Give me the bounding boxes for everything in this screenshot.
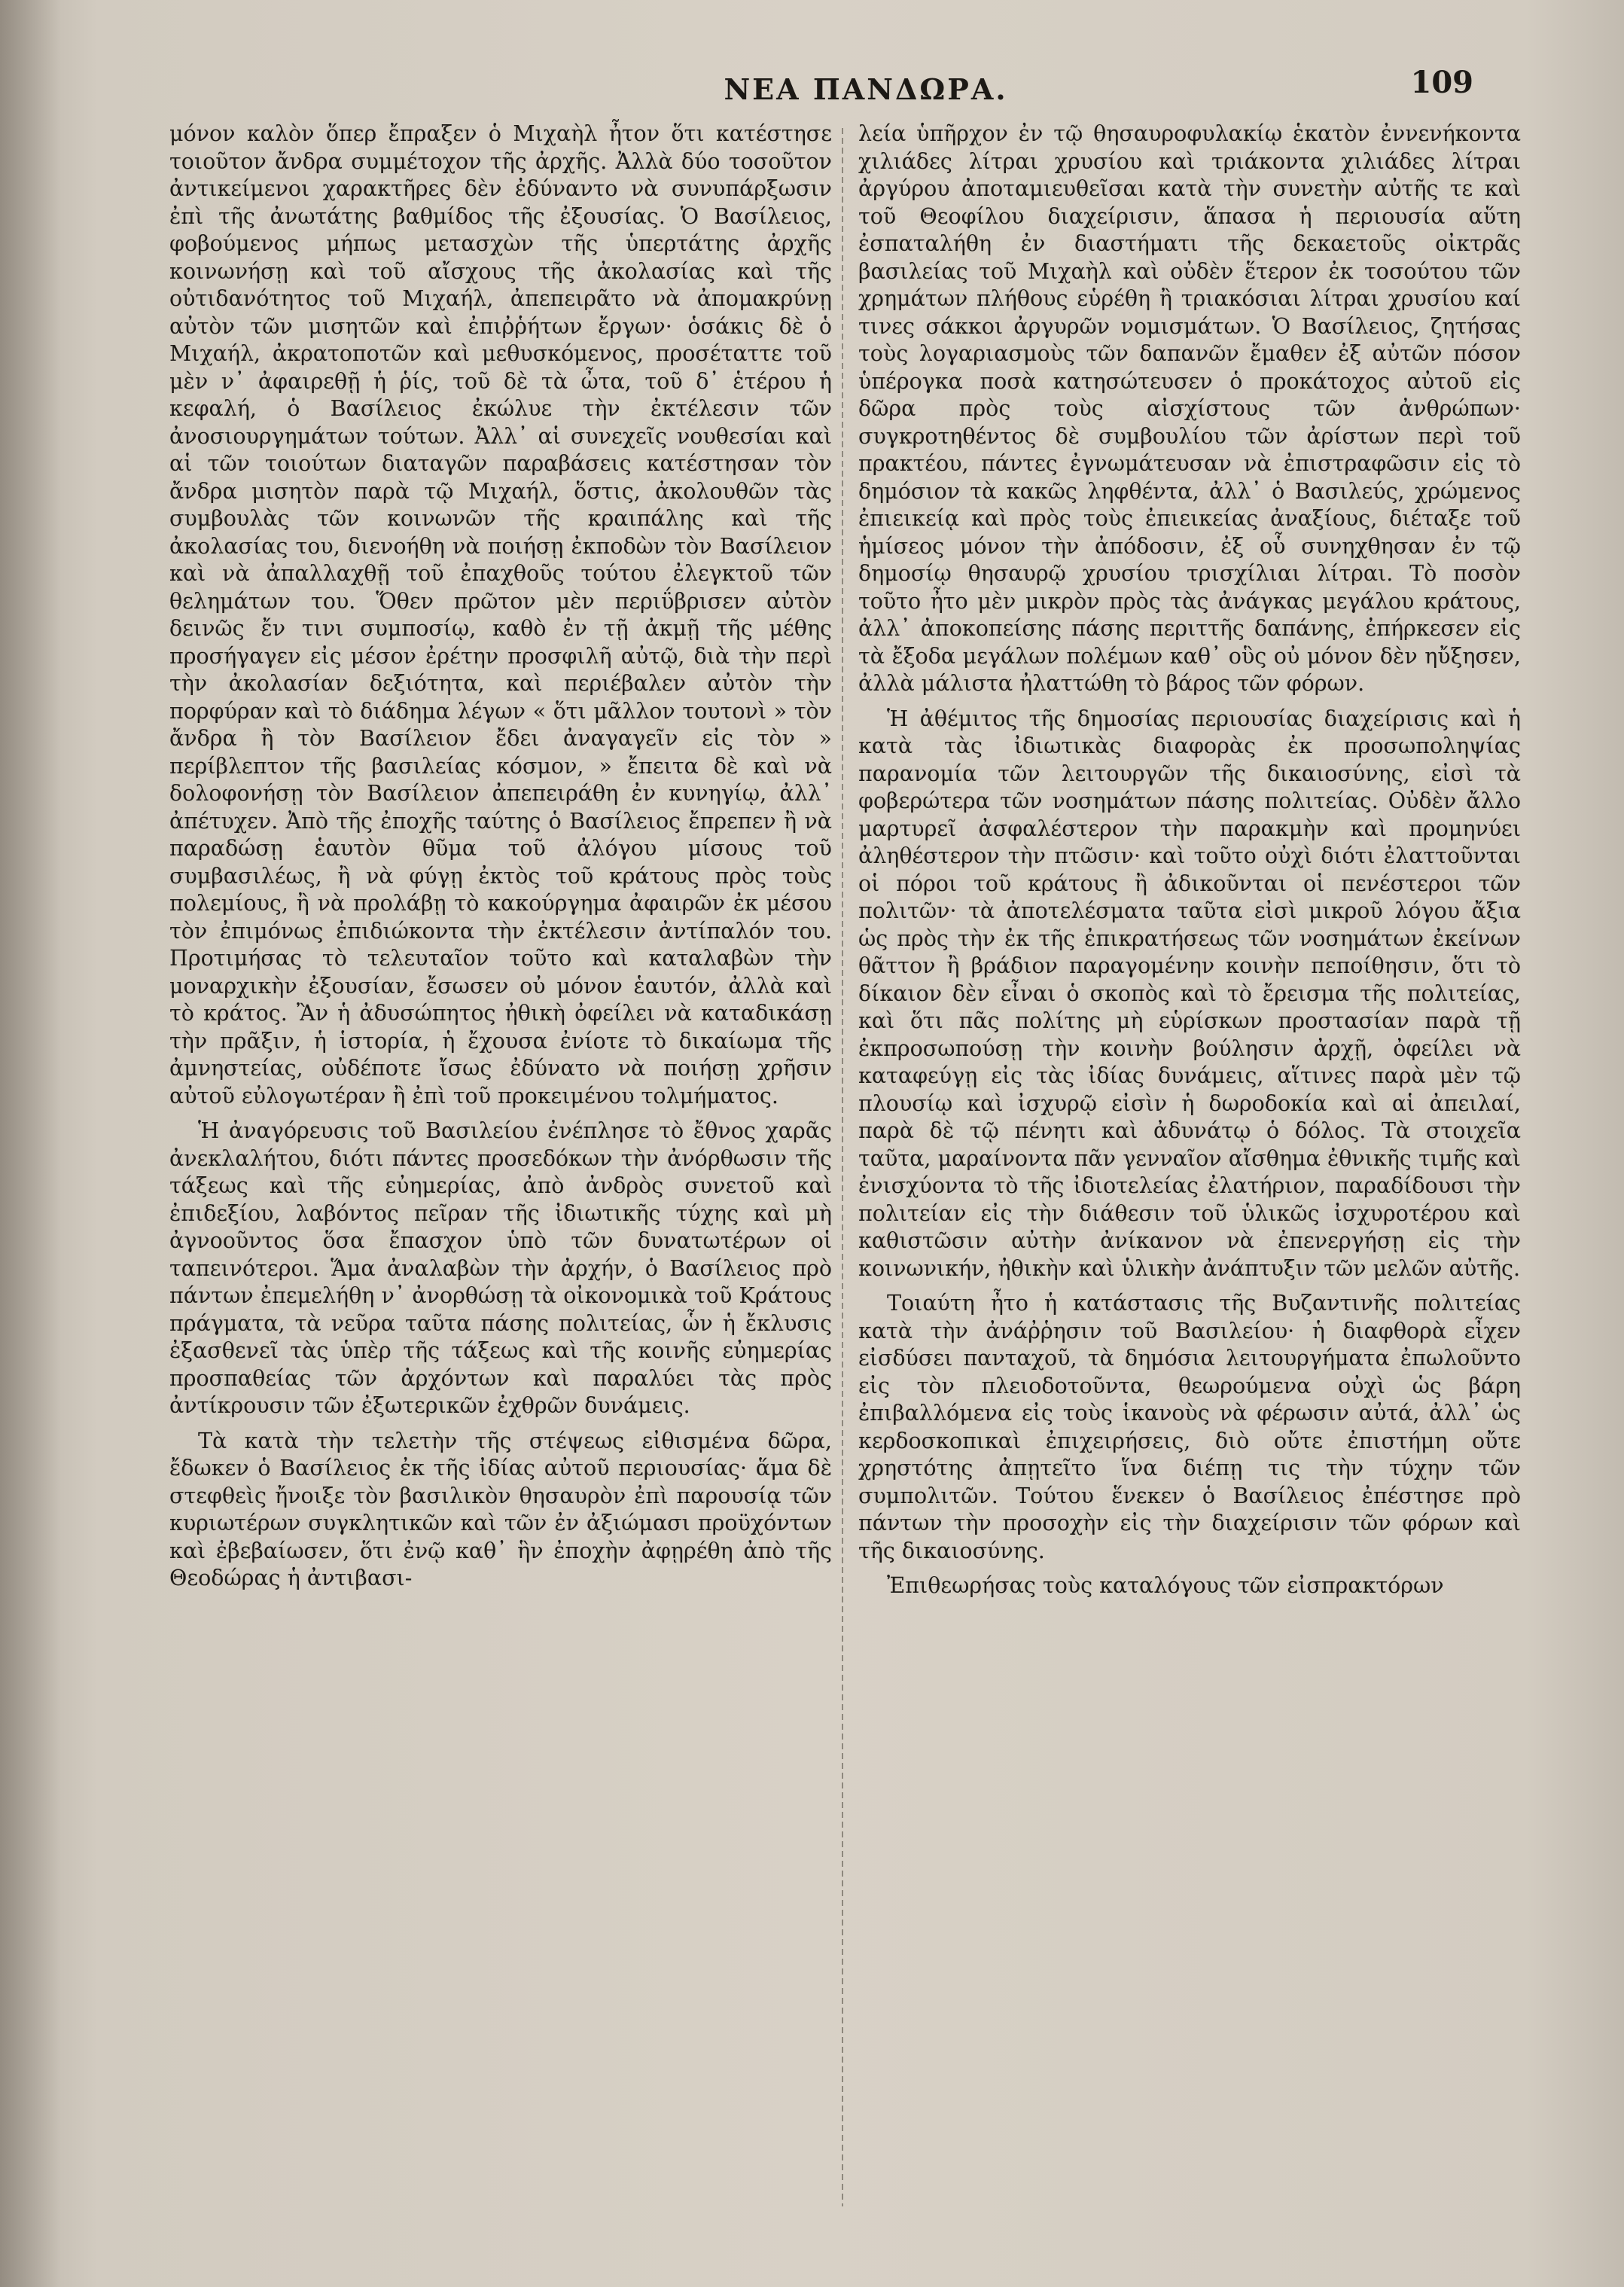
- left-paragraph-2: Ἡ ἀναγόρευσις τοῦ Βασιλείου ἐνέπλησε τὸ ἔθνος χαρᾶς ἀνεκλαλήτου, διότι πάντες προσεδόκων τὴν ἀνόρθωσιν τῆς τάξεως καὶ τῆς εὐημερίας, ἀπὸ ἀνδρὸς συνετοῦ καὶ ἐπιδεξίου, λαβόντος πεῖραν τῆς ἰδιωτικῆς τύχης καὶ μὴ ἀγνοοῦντος ὅσα ἔπασχον ὑπὸ τῶν δυνατωτέρων οἱ ταπεινότεροι. Ἅμα ἀναλαβὼν τὴν ἀρχήν, ὁ Βασίλειος πρὸ πάντων ἐπεμελήθη ν᾽ ἀνορθώσῃ τὰ οἰκονομικὰ τοῦ Κράτους πράγματα, τὰ νεῦρα ταῦτα πάσης πολιτείας, ὧν ἡ ἔκλυσις ἐξασθενεῖ τὰς ὑπὲρ τῆς τάξεως καὶ τῆς κοινῆς εὐημερίας προσπαθείας τῶν ἀρχόντων καὶ παραλύει τὰς πρὸς ἀντίκρουσιν τῶν ἐξωτερικῶν ἐχθρῶν δυνάμεις.: [169, 1118, 832, 1418]
- right-paragraph-1: λεία ὑπῆρχον ἐν τῷ θησαυροφυλακίῳ ἑκατὸν ἐννενήκοντα χιλιάδες λίτραι χρυσίου καὶ τριάκοντα χιλιάδες λίτραι ἀργύρου ἀποταμιευθεῖσαι κατὰ τὴν συνετὴν αὐτῆς τε καὶ τοῦ Θεοφίλου διαχείρισιν, ἅπασα ἡ περιουσία αὕτη ἐσπαταλήθη ἐν διαστήματι τῆς δεκαετοῦς οἰκτρᾶς βασιλείας τοῦ Μιχαὴλ καὶ οὐδὲν ἕτερον ἐκ τοσούτου τῶν χρημάτων πλήθους εὑρέθη ἢ τριακόσιαι λίτραι χρυσίου καί τινες σάκκοι ἀργυρῶν νομισμάτων. Ὁ Βασίλειος, ζητήσας τοὺς λογαριασμοὺς τῶν δαπανῶν ἔμαθεν ἐξ αὐτῶν πόσον ὑπέρογκα ποσὰ κατησώτευσεν ὁ προκάτοχος αὐτοῦ εἰς δῶρα πρὸς τοὺς αἰσχίστους τῶν ἀνθρώπων· συγκροτηθέντος δὲ συμβουλίου τῶν ἀρίστων περὶ τοῦ πρακτέου, πάντες ἐγνωμάτευσαν νὰ ἐπιστραφῶσιν εἰς τὸ δημόσιον τὰ κακῶς ληφθέντα, ἀλλ᾽ ὁ Βασιλεύς, χρώμενος ἐπιεικείᾳ καὶ πρὸς τοὺς ἐπιεικείας ἀναξίους, διέταξε τοῦ ἡμίσεος μόνον τὴν ἀπόδοσιν, ἐξ οὗ συνηχθησαν ἐν τῷ δημοσίῳ θησαυρῷ χρυσίου τρισχίλιαι λίτραι. Τὸ ποσὸν τοῦτο ἦτο μὲν μικρὸν πρὸς τὰς ἀνάγκας μεγάλου κράτους, ἀλλ᾽ ἀποκοπείσης πάσης περιττῆς δαπάνης, ἐπήρκεσεν εἰς τὰ ἔξοδα μεγάλων πολέμων καθ᾽ οὓς οὐ μόνον δὲν ηὔξησεν, ἀλλὰ μάλιστα ἠλαττώθη τὸ βάρος τῶν φόρων.: [858, 121, 1521, 696]
- right-paragraph-2: Ἡ ἀθέμιτος τῆς δημοσίας περιουσίας διαχείρισις καὶ ἡ κατὰ τὰς ἰδιωτικὰς διαφορὰς ἐκ προσωποληψίας παρανομία τῶν λειτουργῶν τῆς δικαιοσύνης, εἰσὶ τὰ φοβερώτερα τῶν νοσημάτων πάσης πολιτείας. Οὐδὲν ἄλλο μαρτυρεῖ ἀσφαλέστερον τὴν παρακμὴν καὶ προμηνύει ἀληθέστερον τὴν πτῶσιν· καὶ τοῦτο οὐχὶ διότι ἐλαττοῦνται οἱ πόροι τοῦ κράτους ἢ ἀδικοῦνται οἱ πενέστεροι τῶν πολιτῶν· τὰ ἀποτελέσματα ταῦτα εἰσὶ μικροῦ λόγου ἄξια ὡς πρὸς τὴν ἐκ τῆς ἐπικρατήσεως τῶν νοσημάτων ἐκείνων θᾶττον ἢ βράδιον παραγομένην κοινὴν πεποίθησιν, ὅτι τὸ δίκαιον δὲν εἶναι ὁ σκοπὸς καὶ τὸ ἔρεισμα τῆς πολιτείας, καὶ ὅτι πᾶς πολίτης μὴ εὑρίσκων προστασίαν παρὰ τῇ ἐκπροσωπούσῃ τὴν κοινὴν βούλησιν ἀρχῇ, ὀφείλει νὰ καταφεύγῃ εἰς τὰς ἰδίας δυνάμεις, αἵτινες παρὰ μὲν τῷ πλουσίῳ καὶ ἰσχυρῷ εἰσὶν ἡ δωροδοκία καὶ αἱ ἀπειλαί, παρὰ δὲ τῷ πένητι καὶ ἀδυνάτῳ ὁ δόλος. Τὰ στοιχεῖα ταῦτα, μαραίνοντα πᾶν γενναῖον αἴσθημα ἐθνικῆς τιμῆς καὶ ἐνισχύοντα τὸ τῆς ἰδιοτελείας ἐλατήριον, παραδίδουσι τὴν πολιτείαν εἰς τὴν διάθεσιν τοῦ ὑλικῶς ἰσχυροτέρου καὶ καθιστῶσιν αὐτὴν ἀνίκανον νὰ ἐπενεργήσῃ εἰς τὴν κοινωνικήν, ἠθικὴν καὶ ὑλικὴν ἀνάπτυξιν τῶν μελῶν αὐτῆς.: [858, 706, 1521, 1281]
- left-paragraph-1: μόνον καλὸν ὅπερ ἔπραξεν ὁ Μιχαὴλ ἦτον ὅτι κατέστησε τοιοῦτον ἄνδρα συμμέτοχον τῆς ἀρχῆς. Ἀλλὰ δύο τοσοῦτον ἀντικείμενοι χαρακτῆρες δὲν ἐδύναντο νὰ συνυπάρξωσιν ἐπὶ τῆς ἀνωτάτης βαθμίδος τῆς ἐξουσίας. Ὁ Βασίλειος, φοβούμενος μήπως μετασχὼν τῆς ὑπερτάτης ἀρχῆς κοινωνήσῃ καὶ τοῦ αἴσχους τῆς ἀκολασίας καὶ τῆς οὐτιδανότητος τοῦ Μιχαήλ, ἀπεπειρᾶτο νὰ ἀπομακρύνῃ αὐτὸν τῶν μισητῶν καὶ ἐπιῤῥήτων ἔργων· ὁσάκις δὲ ὁ Μιχαήλ, ἀκρατοποτῶν καὶ μεθυσκόμενος, προσέταττε τοῦ μὲν ν᾽ ἀφαιρεθῇ ἡ ῥίς, τοῦ δὲ τὰ ὦτα, τοῦ δ᾽ ἑτέρου ἡ κεφαλή, ὁ Βασίλειος ἐκώλυε τὴν ἐκτέλεσιν τῶν ἀνοσιουργημάτων τούτων. Ἀλλ᾽ αἱ συνεχεῖς νουθεσίαι καὶ αἱ τῶν τοιούτων διαταγῶν παραβάσεις κατέστησαν τὸν ἄνδρα μισητὸν παρὰ τῷ Μιχαήλ, ὅστις, ἀκολουθῶν τὰς συμβουλὰς τῶν κοινωνῶν τῆς κραιπάλης καὶ τῆς ἀκολασίας του, διενοήθη νὰ ποιήσῃ ἐκποδὼν τὸν Βασίλειον καὶ νὰ ἀπαλλαχθῇ τοῦ ἐπαχθοῦς τούτου ἐλεγκτοῦ τῶν θελημάτων του. Ὅθεν πρῶτον μὲν περιΰβρισεν αὐτὸν δεινῶς ἔν τινι συμποσίῳ, καθὸ ἐν τῇ ἀκμῇ τῆς μέθης προσήγαγεν εἰς μέσον ἐρέτην προσφιλῆ αὐτῷ, διὰ τὴν περὶ τὴν ἀκολασίαν δεξιότητα, καὶ περιέβαλεν αὐτὸν τὴν πορφύραν καὶ τὸ διάδημα λέγων « ὅτι μᾶλλον τουτονὶ » τὸν ἄνδρα ἢ τὸν Βασίλειον ἔδει ἀναγαγεῖν εἰς τὸν » περίβλεπτον τῆς βασιλείας κόσμον, » ἔπειτα δὲ καὶ νὰ δολοφονήσῃ τὸν Βασίλειον ἀπεπειράθη ἐν κυνηγίῳ, ἀλλ᾽ ἀπέτυχεν. Ἀπὸ τῆς ἐποχῆς ταύτης ὁ Βασίλειος ἔπρεπεν ἢ νὰ παραδώσῃ ἑαυτὸν θῦμα τοῦ ἀλόγου μίσους τοῦ συμβασιλέως, ἢ νὰ φύγῃ ἐκτὸς τοῦ κράτους πρὸς τοὺς πολεμίους, ἢ νὰ προλάβῃ τὸ κακούργημα ἀφαιρῶν ἐκ μέσου τὸν ἐπιμόνως ἐπιδιώκοντα τὴν ἐκτέλεσιν ἀντίπαλόν του. Προτιμήσας τὸ τελευταῖον τοῦτο καὶ καταλαβὼν τὴν μοναρχικὴν ἐξουσίαν, ἔσωσεν οὐ μόνον ἑαυτόν, ἀλλὰ καὶ τὸ κράτος. Ἂν ἡ ἀδυσώπητος ἠθικὴ ὀφείλει νὰ καταδικάσῃ τὴν πρᾶξιν, ἡ ἱστορία, ἡ ἔχουσα ἐνίοτε τὸ δικαίωμα τῆς ἀμνηστείας, οὐδέποτε ἴσως ἐδύνατο νὰ ποιήσῃ χρῆσιν αὐτοῦ εὐλογωτέραν ἢ ἐπὶ τοῦ προκειμένου τολμήματος.: [169, 121, 832, 1108]
- left-paragraph-3: Τὰ κατὰ τὴν τελετὴν τῆς στέψεως εἰθισμένα δῶρα, ἔδωκεν ὁ Βασίλειος ἐκ τῆς ἰδίας αὐτοῦ περιουσίας· ἅμα δὲ στεφθεὶς ἤνοιξε τὸν βασιλικὸν θησαυρὸν ἐπὶ παρουσίᾳ τῶν κυριωτέρων συγκλητικῶν καὶ τῶν ἐν ἀξιώμασι προϋχόντων καὶ ἐβεβαίωσεν, ὅτι ἐνῷ καθ᾽ ἣν ἐποχὴν ἀφῃρέθη ἀπὸ τῆς Θεοδώρας ἡ ἀντιβασι-: [169, 1428, 832, 1590]
- page-edge-shadow: [0, 0, 60, 2287]
- right-paragraph-3: Τοιαύτη ἦτο ἡ κατάστασις τῆς Βυζαντινῆς πολιτείας κατὰ τὴν ἀνάῤῥησιν τοῦ Βασιλείου· ἡ διαφθορὰ εἶχεν εἰσδύσει πανταχοῦ, τὰ δημόσια λειτουργήματα ἐπωλοῦντο εἰς τὸν πλειοδοτοῦντα, θεωρούμενα οὐχὶ ὡς βάρη ἐπιβαλλόμενα εἰς τοὺς ἱκανοὺς νὰ φέρωσιν αὐτά, ἀλλ᾽ ὡς κερδοσκοπικαὶ ἐπιχειρήσεις, διὸ οὔτε ἐπιστήμη οὔτε χρηστότης ἀπῃτεῖτο ἵνα διέπῃ τις τὴν τύχην τῶν συμπολιτῶν. Τούτου ἕνεκεν ὁ Βασίλειος ἐπέστησε πρὸ πάντων τὴν προσοχὴν εἰς τὴν διαχείρισιν τῶν φόρων καὶ τῆς δικαιοσύνης.: [858, 1291, 1521, 1563]
- page-number: 109: [1410, 65, 1473, 100]
- left-column: [169, 120, 832, 1593]
- column-divider: [842, 128, 843, 2206]
- right-paragraph-4: Ἐπιθεωρήσας τοὺς καταλόγους τῶν εἰσπρακτόρων: [887, 1573, 1444, 1598]
- running-head-title: ΝΕΑ ΠΑΝΔΩΡΑ.: [724, 72, 1008, 106]
- right-column: [858, 120, 1521, 1600]
